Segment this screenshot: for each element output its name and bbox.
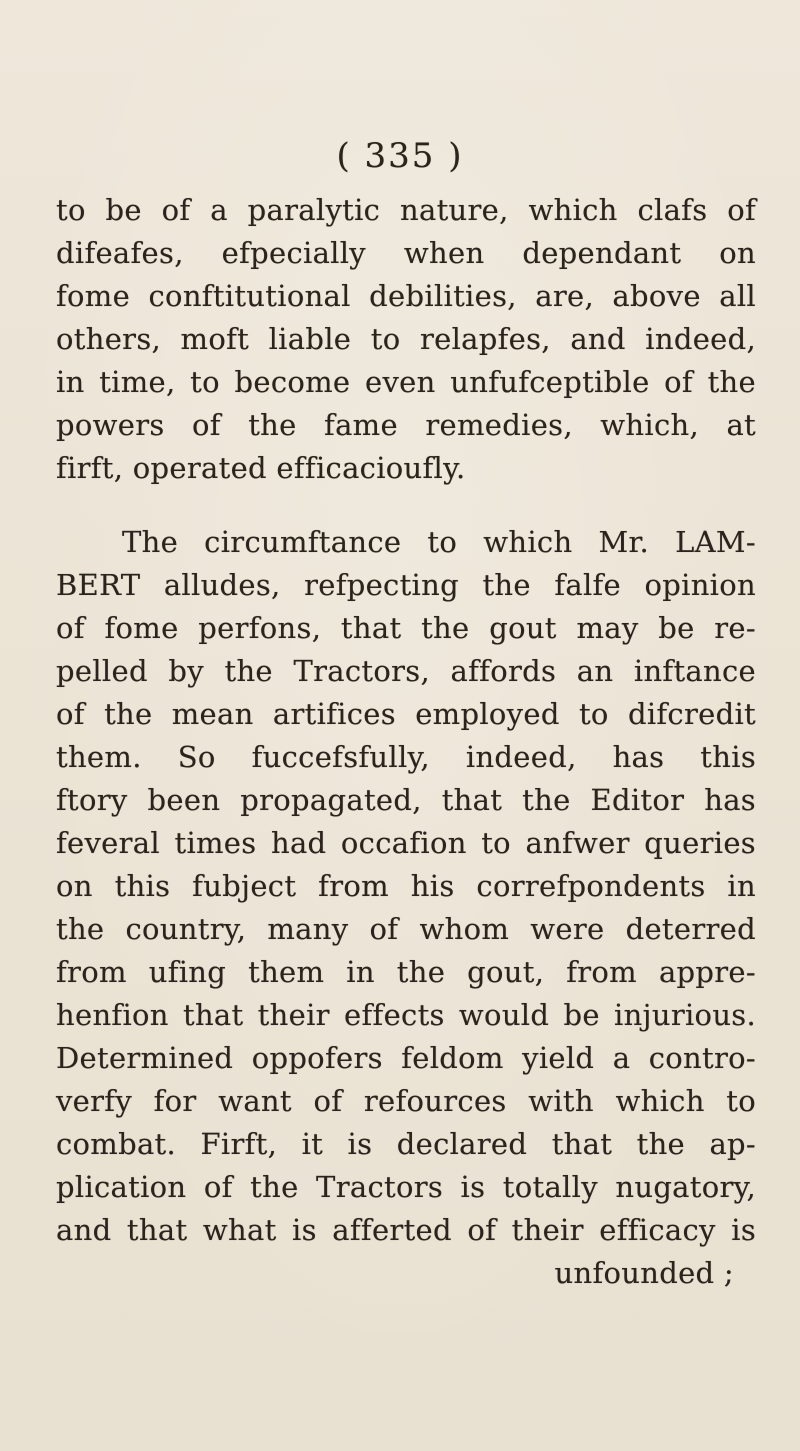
text-line: in time, to become even unfufceptible of the [56,365,756,399]
text-line: plication of the Tractors is totally nugatory, [56,1170,756,1204]
text-line: the country, many of whom were deterred [56,912,756,946]
text-line: henfion that their effects would be injurious. [56,998,756,1032]
text-line: Determined oppofers feldom yield a contro- [56,1041,756,1075]
text-line: fome conftitutional debilities, are, above all [56,279,756,313]
page-number: ( 335 ) [336,136,464,176]
text-line: of fome perfons, that the gout may be re- [56,611,756,645]
text-line: of the mean artifices employed to difcredit [56,697,756,731]
text-line: pelled by the Tractors, affords an inftance [56,654,756,688]
text-line: them. So fuccefsfully, indeed, has this [56,740,756,774]
text-line: verfy for want of refources with which to [56,1084,756,1118]
text-line: difeafes, efpecially when dependant on [56,236,756,270]
text-line: to be of a paralytic nature, which clafs of [56,193,756,227]
text-line: ftory been propagated, that the Editor has [56,783,756,817]
text-line: from ufing them in the gout, from appre- [56,955,756,989]
text-line: The circumftance to which Mr. LAM- [122,525,756,559]
text-line: others, moft liable to relapfes, and indeed, [56,322,756,356]
text-line: combat. Firft, it is declared that the ap- [56,1127,756,1161]
text-line: feveral times had occafion to anfwer queries [56,826,756,860]
text-line: firft, operated efficacioufly. [56,451,466,485]
text-line: powers of the fame remedies, which, at [56,408,756,442]
text-line: and that what is afferted of their efficacy is [56,1213,756,1247]
text-line: BERT alludes, refpecting the falfe opinion [56,568,756,602]
text-line: on this fubject from his correfpondents in [56,869,756,903]
catchword: unfounded ; [554,1256,734,1290]
